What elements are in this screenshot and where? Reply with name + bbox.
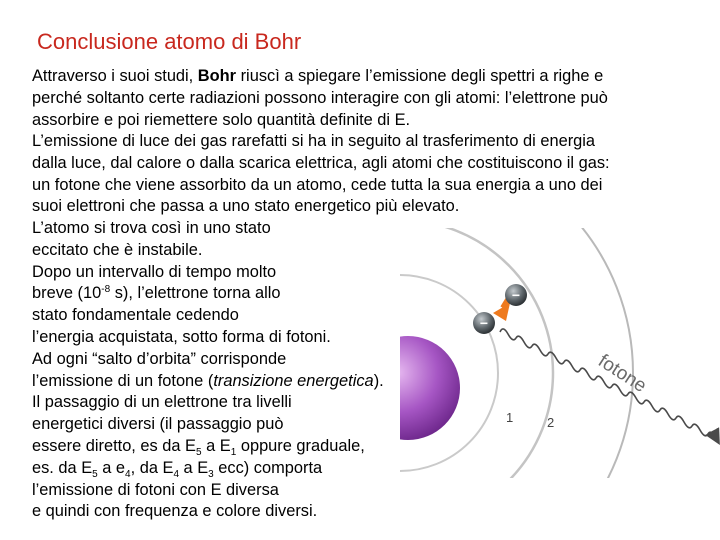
text: breve (10	[32, 284, 102, 303]
orbit-2-label: 2	[547, 415, 555, 430]
subscript: 4	[173, 468, 179, 480]
text: ecc) comporta	[213, 458, 323, 477]
text: L’atomo si trova così in uno stato	[32, 219, 271, 237]
text: l’emissione di un fotone (	[32, 371, 214, 390]
electron-inner	[473, 312, 495, 334]
nucleus	[400, 336, 460, 440]
text: oppure graduale,	[236, 436, 365, 455]
subscript: 1	[230, 446, 237, 458]
bohr-name: Bohr	[197, 67, 237, 85]
text: suoi elettroni che passa a uno stato energetico più elevato.	[32, 197, 460, 216]
excited-state-paragraph	[32, 218, 384, 523]
text: ).	[373, 371, 384, 390]
text: Dopo un intervallo di tempo molto	[32, 262, 277, 281]
intro-paragraph	[32, 66, 608, 131]
slide-title: Conclusione atomo di Bohr	[37, 29, 302, 54]
subscript: 3	[208, 468, 214, 480]
text: L’emissione di luce dei gas rarefatti si ha in seguito al trasferimento di energia	[32, 132, 596, 150]
text: eccitato che è instabile.	[32, 240, 203, 259]
text: Attraverso i suoi studi,	[32, 67, 198, 85]
photon-wave	[500, 329, 716, 438]
text: un fotone che viene assorbito da un atomo, cede tutta la sua energia a uno dei	[32, 175, 603, 194]
text: e quindi con frequenza e colore diversi.	[32, 502, 318, 521]
text: a E	[179, 458, 209, 477]
emission-paragraph	[32, 131, 610, 218]
text: energetici diversi (il passaggio può	[32, 415, 284, 434]
text: es. da E	[32, 458, 93, 477]
text: , da E	[130, 458, 174, 477]
text: perché soltanto certe radiazioni possono interagire con gli atomi: l’elettrone può	[32, 88, 608, 107]
subscript: 5	[92, 468, 98, 480]
italic-term: transizione energetica	[213, 371, 374, 390]
electron-sign: −	[511, 287, 521, 303]
text: assorbire e poi riemettere solo quantità definite di E.	[32, 110, 411, 129]
text: Ad ogni “salto d’orbita” corrisponde	[32, 349, 287, 368]
text: a E	[201, 436, 231, 455]
exponent: -8	[101, 284, 111, 296]
text: a e	[97, 458, 126, 477]
text: l’emissione di fotoni con E diversa	[32, 480, 279, 499]
electron-outer	[505, 284, 527, 306]
text: l’energia acquistata, sotto forma di fotoni.	[32, 327, 331, 346]
photon-label: fotone	[594, 350, 651, 397]
text: dalla luce, dal calore o dalla scarica elettrica, agli atomi che costituiscono il gas:	[32, 153, 610, 172]
text: essere diretto, es da E	[32, 436, 196, 455]
text: riuscì a spiegare l’emissione degli spettri a righe e	[236, 67, 604, 85]
text: stato fondamentale cedendo	[32, 306, 239, 325]
text: s), l’elettrone torna allo	[110, 284, 281, 303]
bohr-atom-figure	[400, 228, 720, 478]
text: Il passaggio di un elettrone tra livelli	[32, 393, 292, 412]
orbit-1-label: 1	[506, 410, 514, 425]
subscript: 4	[125, 468, 131, 480]
subscript: 5	[196, 446, 202, 458]
electron-sign: −	[479, 315, 489, 331]
